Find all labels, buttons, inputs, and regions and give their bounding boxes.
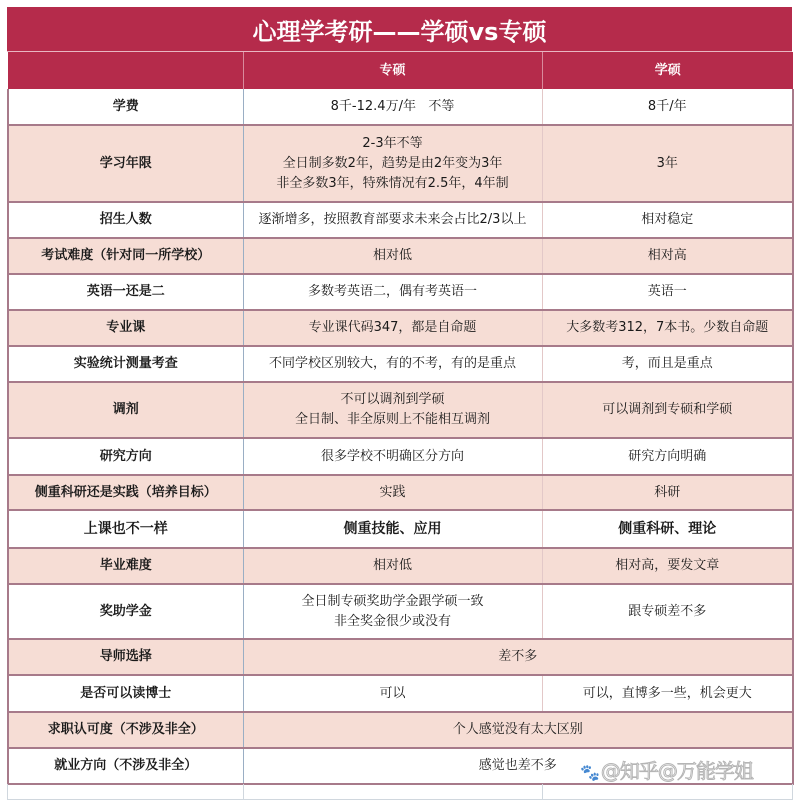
divider bbox=[243, 784, 244, 800]
academic-cell: 8千/年 bbox=[542, 89, 793, 125]
table-row bbox=[8, 310, 793, 346]
professional-cell: 实践 bbox=[243, 475, 542, 510]
academic-cell: 相对高 bbox=[542, 238, 793, 274]
professional-cell bbox=[243, 584, 542, 639]
table-row bbox=[8, 548, 793, 584]
professional-cell: 很多学校不明确区分方向 bbox=[243, 438, 542, 475]
academic-cell: 考，而且是重点 bbox=[542, 346, 793, 382]
table-row bbox=[8, 438, 793, 475]
table-row bbox=[8, 238, 793, 274]
table-row bbox=[8, 346, 793, 382]
cell-line: 全日制、非全原则上不能相互调剂 bbox=[294, 412, 490, 427]
professional-cell: 可以 bbox=[243, 675, 542, 712]
paw-icon: 🐾 bbox=[580, 763, 599, 782]
table-row bbox=[8, 510, 793, 548]
header-category bbox=[8, 52, 243, 89]
professional-cell bbox=[243, 125, 542, 202]
row-label: 调剂 bbox=[8, 382, 243, 438]
page-title: 心理学考研——学硕vs专硕 bbox=[7, 7, 792, 52]
row-label: 求职认可度（不涉及非全） bbox=[8, 712, 243, 748]
professional-cell: 不同学校区别较大，有的不考，有的是重点 bbox=[243, 346, 542, 382]
cell-line: 2-3年不等 bbox=[362, 135, 423, 151]
merged-cell: 个人感觉没有太大区别 bbox=[243, 712, 793, 748]
merged-cell: 差不多 bbox=[243, 639, 793, 675]
table-row bbox=[8, 274, 793, 310]
row-label: 是否可以读博士 bbox=[8, 675, 243, 712]
table-row bbox=[8, 675, 793, 712]
cell-line: 全日制多数2年，趋势是由2年变为3年 bbox=[282, 155, 503, 171]
table-row bbox=[8, 382, 793, 438]
row-label: 就业方向（不涉及非全） bbox=[8, 748, 243, 784]
professional-cell: 逐渐增多，按照教育部要求未来会占比2/3以上 bbox=[243, 202, 542, 238]
professional-cell: 相对低 bbox=[243, 238, 542, 274]
cell-line: 全日制专硕奖助学金跟学硕一致 bbox=[301, 593, 484, 609]
merged-cell: 感觉也差不多 bbox=[243, 748, 793, 784]
header-academic-master: 学硕 bbox=[542, 52, 793, 89]
comparison-table bbox=[7, 52, 794, 785]
table-row bbox=[8, 89, 793, 125]
academic-cell: 可以，直博多一些，机会更大 bbox=[542, 675, 793, 712]
comparison-sheet bbox=[7, 7, 792, 800]
academic-cell: 可以调剂到专硕和学硕 bbox=[542, 382, 793, 438]
row-label: 实验统计测量考查 bbox=[8, 346, 243, 382]
watermark-text: @知乎@万能学姐 bbox=[600, 759, 753, 783]
table-row bbox=[8, 748, 793, 784]
empty-trailing-row bbox=[7, 784, 792, 800]
row-label: 招生人数 bbox=[8, 202, 243, 238]
academic-cell: 相对稳定 bbox=[542, 202, 793, 238]
table-row bbox=[8, 712, 793, 748]
row-label: 导师选择 bbox=[8, 639, 243, 675]
row-label: 研究方向 bbox=[8, 438, 243, 475]
row-label: 奖助学金 bbox=[8, 584, 243, 639]
row-label: 专业课 bbox=[8, 310, 243, 346]
table-row bbox=[8, 202, 793, 238]
row-label: 学费 bbox=[8, 89, 243, 125]
row-label: 毕业难度 bbox=[8, 548, 243, 584]
row-label: 英语一还是二 bbox=[8, 274, 243, 310]
academic-cell: 英语一 bbox=[542, 274, 793, 310]
academic-cell: 大多数考312，7本书。少数自命题 bbox=[542, 310, 793, 346]
table-row bbox=[8, 475, 793, 510]
row-label: 侧重科研还是实践（培养目标） bbox=[8, 475, 243, 510]
professional-cell: 专业课代码347，都是自命题 bbox=[243, 310, 542, 346]
row-label: 学习年限 bbox=[8, 125, 243, 202]
professional-cell: 相对低 bbox=[243, 548, 542, 584]
academic-cell: 侧重科研、理论 bbox=[542, 510, 793, 548]
academic-cell: 跟专硕差不多 bbox=[542, 584, 793, 639]
divider bbox=[792, 784, 793, 800]
academic-cell: 科研 bbox=[542, 475, 793, 510]
academic-cell: 研究方向明确 bbox=[542, 438, 793, 475]
table-row bbox=[8, 639, 793, 675]
academic-cell: 相对高，要发文章 bbox=[542, 548, 793, 584]
table-header-row bbox=[8, 52, 793, 89]
table-row bbox=[8, 125, 793, 202]
row-label: 上课也不一样 bbox=[8, 510, 243, 548]
professional-cell: 侧重技能、应用 bbox=[243, 510, 542, 548]
table-row bbox=[8, 584, 793, 639]
cell-line: 非全奖金很少或没有 bbox=[333, 613, 451, 629]
professional-cell: 多数考英语二，偶有考英语一 bbox=[243, 274, 542, 310]
cell-line: 不可以调剂到学硕 bbox=[340, 392, 445, 407]
professional-cell: 8千-12.4万/年 不等 bbox=[243, 89, 542, 125]
professional-cell bbox=[243, 382, 542, 438]
row-label: 考试难度（针对同一所学校） bbox=[8, 238, 243, 274]
header-professional-master: 专硕 bbox=[243, 52, 542, 89]
divider bbox=[542, 784, 543, 800]
academic-cell: 3年 bbox=[542, 125, 793, 202]
cell-line: 非全多数3年，特殊情况有2.5年，4年制 bbox=[276, 175, 509, 191]
